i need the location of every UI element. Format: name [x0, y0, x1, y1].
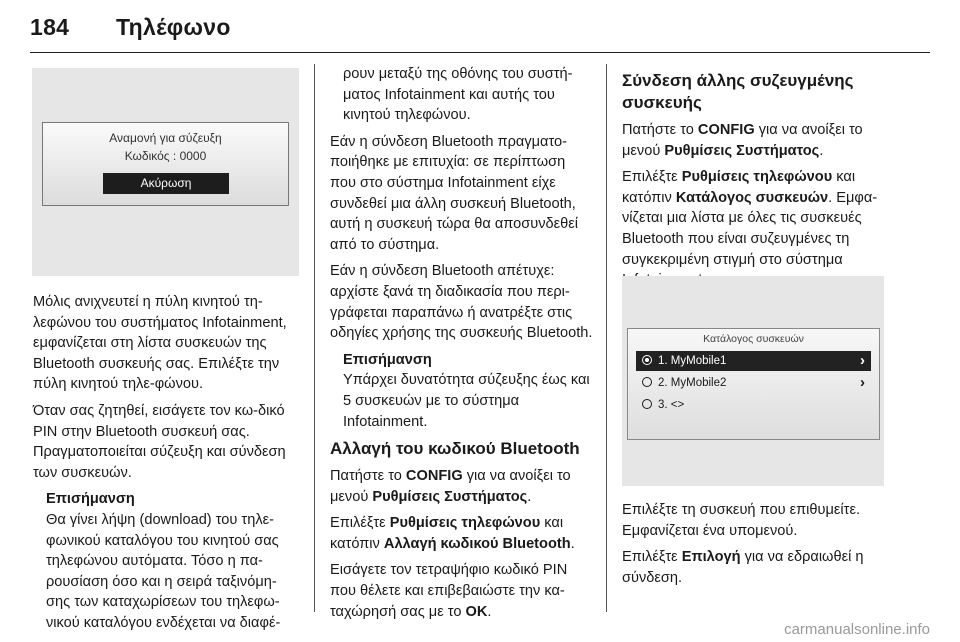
device-list-item: 3. <>: [636, 395, 871, 415]
note: [330, 350, 594, 432]
column-3: [622, 70, 888, 297]
note-text: Υπάρχει δυνατότητα σύζευξης έως και 5 συσκευών με το σύστημα Infotainment.: [343, 372, 590, 430]
paragraph: Εάν η σύνδεση Bluetooth πραγματο-ποιήθηκε με επιτυχία: σε περίπτωση που στο σύστημα Infotainment είχε συνδεθεί μια άλλη συσκευή Bluetooth, αυτή η συσκευή τώρα θα αποσυνδεθεί από το σύστημα.: [330, 133, 579, 253]
note-title: Επισήμανση: [343, 351, 432, 368]
column-divider: [606, 64, 607, 612]
pairing-code-text: Κωδικός : 0000: [124, 149, 207, 163]
column-1: [33, 292, 299, 640]
column-3-lower: [622, 500, 888, 594]
chevron-right-icon: ›: [860, 352, 865, 369]
instruction-step: Εισάγετε τον τετραψήφιο κωδικό PIN που θέλετε και επιβεβαιώστε την κα-ταχώρησή σας με το OK.: [330, 562, 568, 620]
note: [33, 489, 299, 633]
device-list-item: 2. MyMobile2 ›: [636, 373, 871, 393]
instruction-step: Πατήστε το CONFIG για να ανοίξει το μενού Ρυθμίσεις Συστήματος.: [330, 468, 571, 505]
pairing-wait-text: Αναμονή για σύζευξη: [109, 131, 222, 145]
pairing-display: [42, 122, 289, 206]
chevron-right-icon: ›: [860, 374, 865, 391]
watermark: carmanualsonline.info: [784, 621, 930, 638]
paragraph: Μόλις ανιχνευτεί η πύλη κινητού τη-λεφώνου του συστήματος Infotainment, εμφανίζεται στη λίστα συσκευών της Bluetooth συσκευής σας. Επιλέξτε την πύλη κινητού τηλε-φώνου.: [33, 294, 287, 393]
page-header: [30, 14, 231, 41]
paragraph: Όταν σας ζητηθεί, εισάγετε τον κω-δικό PIN στην Bluetooth συσκευή σας. Πραγματοποιείται σύζευξη και σύνδεση των συσκευών.: [33, 402, 286, 481]
page-number: 184: [30, 14, 70, 40]
header-rule: [30, 52, 930, 53]
radio-icon: [642, 399, 652, 409]
device-list-item: 1. MyMobile1 ›: [636, 351, 871, 371]
section-heading: Σύνδεση άλλης συζευγμένης συσκευής: [622, 71, 854, 112]
note-title: Επισήμανση: [46, 491, 135, 508]
paragraph: Εάν η σύνδεση Bluetooth απέτυχε: αρχίστε ξανά τη διαδικασία που περι-γράφεται παραπάνω ή ανατρέξτε στις οδηγίες χρήσης της συσκευής Bluetooth.: [330, 263, 593, 342]
instruction-step: Επιλέξτε Ρυθμίσεις τηλεφώνου και κατόπιν Κατάλογος συσκευών. Εμφα-νίζεται μια λίστα με όλες τις συσκευές Bluetooth που είναι συζευγμένες τη συγκεκριμένη στιγμή στο σύστημα: [622, 169, 878, 268]
section-heading: Αλλαγή του κωδικού Bluetooth: [330, 439, 580, 459]
pairing-screen-figure: [32, 68, 299, 276]
note-continuation: ρουν μεταξύ της οθόνης του συστή-ματος Infotainment και αυτής του κινητού τηλεφώνου.: [343, 66, 573, 124]
device-list-figure: [622, 276, 884, 486]
instruction-step: Επιλέξτε Επιλογή για να εδραιωθεί η σύνδεση.: [622, 549, 864, 586]
device-list-display: [627, 328, 880, 440]
instruction-step: Πατήστε το CONFIG για να ανοίξει το μενού Ρυθμίσεις Συστήματος.: [622, 122, 863, 159]
radio-icon: [642, 377, 652, 387]
column-2: [330, 64, 594, 628]
instruction-step: Επιλέξτε Ρυθμίσεις τηλεφώνου και κατόπιν Αλλαγή κωδικού Bluetooth.: [330, 515, 575, 552]
column-divider: [314, 64, 315, 612]
page-title: Τηλέφωνο: [116, 14, 231, 40]
radio-selected-icon: [642, 355, 652, 365]
note-text: Θα γίνει λήψη (download) του τηλε-φωνικού καταλόγου του κινητού σας τηλεφώνου αυτόματα. Τόσο η πα-ρουσίαση όσο και η σειρά ταξινόμη-σης των καταχωρίσεων του τηλεφω-νικού καταλόγου ενδέχεται να διαφέ-: [46, 511, 281, 631]
device-list-title: Κατάλογος συσκευών: [703, 333, 804, 345]
cancel-button: Ακύρωση: [103, 173, 229, 194]
paragraph: Επιλέξτε τη συσκευή που επιθυμείτε. Εμφανίζεται ένα υπομενού.: [622, 502, 861, 539]
